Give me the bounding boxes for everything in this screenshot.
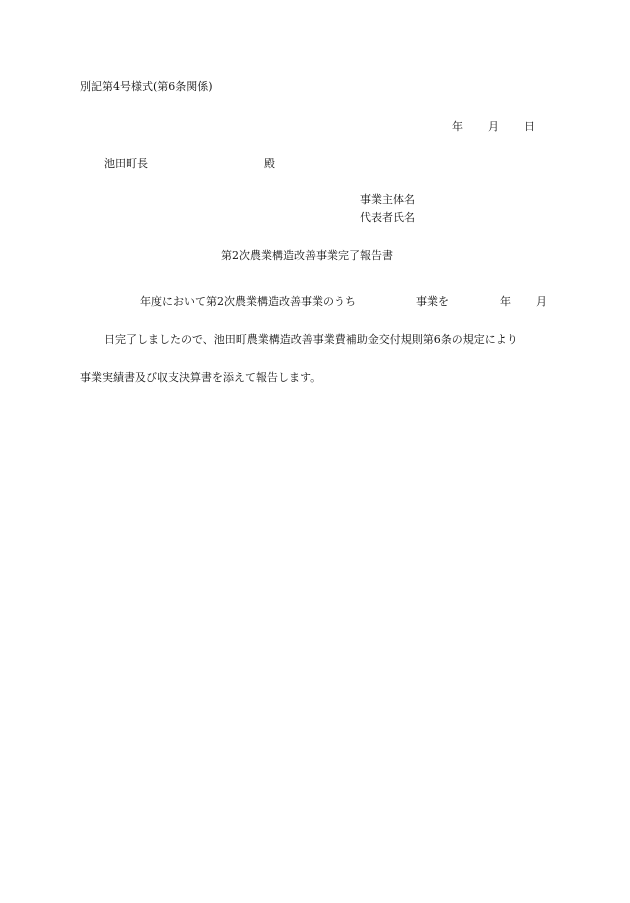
- date-day-label: 日: [524, 120, 535, 133]
- body-line1-part1: 年度において第2次農業構造改善事業のうち: [140, 295, 356, 308]
- form-label: 別記第4号様式(第6条関係): [80, 80, 213, 93]
- addressee-honorific: 殿: [264, 157, 275, 170]
- body-line2: 日完了しましたので、池田町農業構造改善事業費補助金交付規則第6条の規定により: [104, 333, 518, 346]
- addressee-name: 池田町長: [104, 157, 148, 170]
- document-title: 第2次農業構造改善事業完了報告書: [221, 249, 393, 262]
- body-line1-month: 月: [536, 295, 547, 308]
- body-line1-part2: 事業を: [416, 295, 449, 308]
- representative-name-label: 代表者氏名: [360, 211, 415, 224]
- entity-name-label: 事業主体名: [360, 193, 415, 206]
- body-line1-year: 年: [500, 295, 511, 308]
- date-year-label: 年: [452, 120, 463, 133]
- body-line3: 事業実績書及び収支決算書を添えて報告します。: [80, 371, 322, 384]
- date-month-label: 月: [488, 120, 499, 133]
